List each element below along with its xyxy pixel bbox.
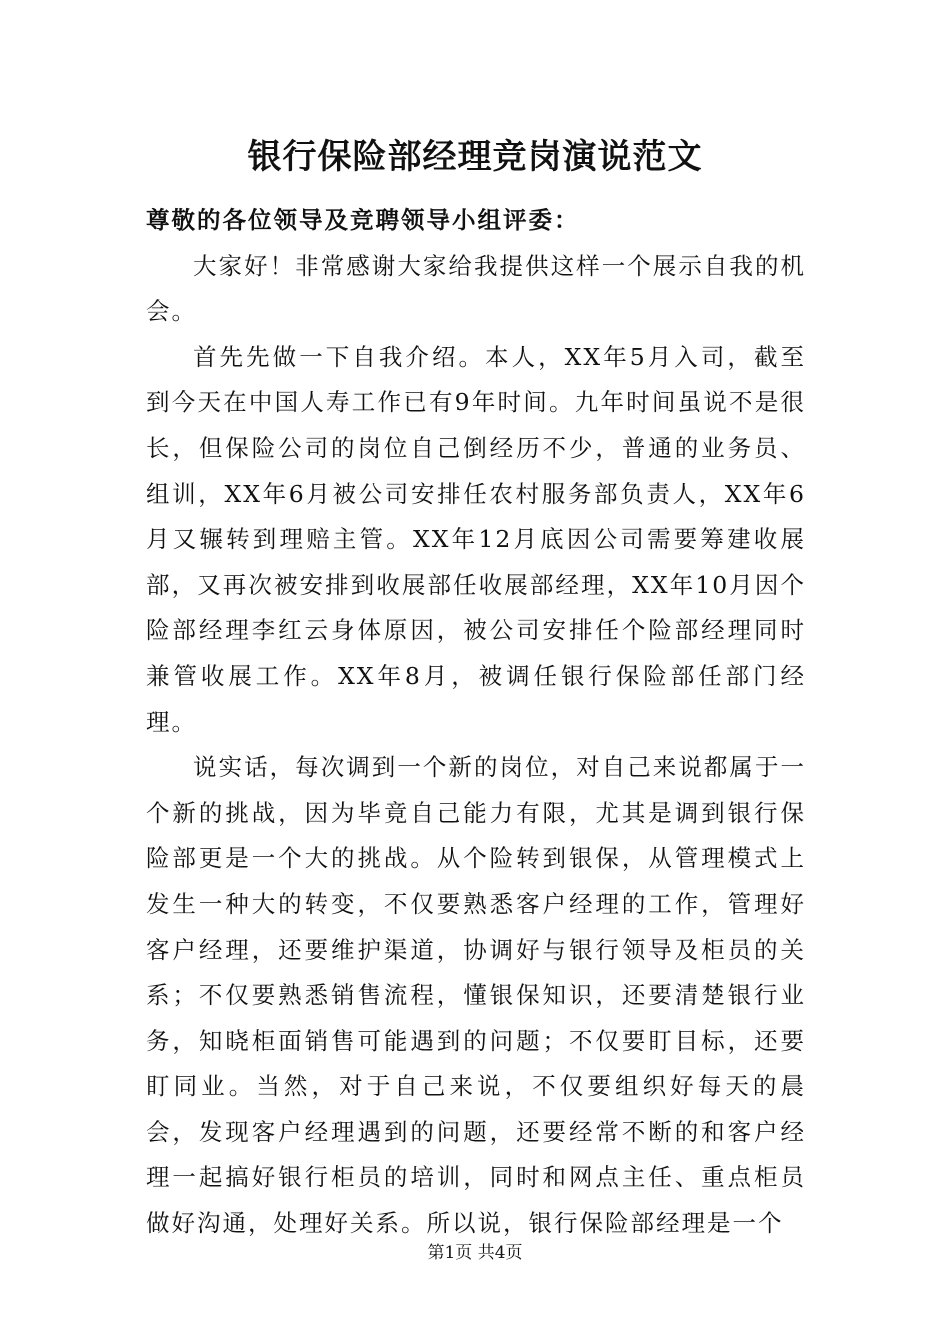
paragraph-challenges: 说实话，每次调到一个新的岗位，对自己来说都属于一个新的挑战，因为毕竟自己能力有限，尤其是调到银行保险部更是一个大的挑战。从个险转到银保，从管理模式上发生一种大的转变，不仅要熟悉客户经理的工作，管理好客户经理，还要维护渠道，协调好与银行领导及柜员的关系；不仅要熟悉销售流程，懂银保知识，还要清楚银行业务，知晓柜面销售可能遇到的问题；不仅要盯目标，还要盯同业。当然，对于自己来说，不仅要组织好每天的晨会，发现客户经理遇到的问题，还要经常不断的和客户经理一起搞好银行柜员的培训，同时和网点主任、重点柜员做好沟通，处理好关系。所以说，银行保险部经理是一个 (146, 753, 806, 1238)
salutation: 尊敬的各位领导及竞聘领导小组评委： (146, 206, 580, 234)
document-title: 银行保险部经理竞岗演说范文 (247, 137, 703, 177)
page-number-footer: 第1页 共4页 (427, 1243, 523, 1263)
paragraph-greeting: 大家好！非常感谢大家给我提供这样一个展示自我的机会。 (146, 251, 806, 326)
paragraph-self-introduction: 首先先做一下自我介绍。本人，XX年5月入司，截至到今天在中国人寿工作已有9年时间。九年时间虽说不是很长，但保险公司的岗位自己倒经历不少，普通的业务员、组训，XX年6月被公司安排任农村服务部负责人，XX年6月又辗转到理赔主管。XX年12月底因公司需要筹建收展部，又再次被安排到收展部任收展部经理，XX年10月因个险部经理李红云身体原因，被公司安排任个险部经理同时兼管收展工作。XX年8月，被调任银行保险部任部门经理。 (146, 342, 806, 736)
document-body (146, 198, 806, 1247)
